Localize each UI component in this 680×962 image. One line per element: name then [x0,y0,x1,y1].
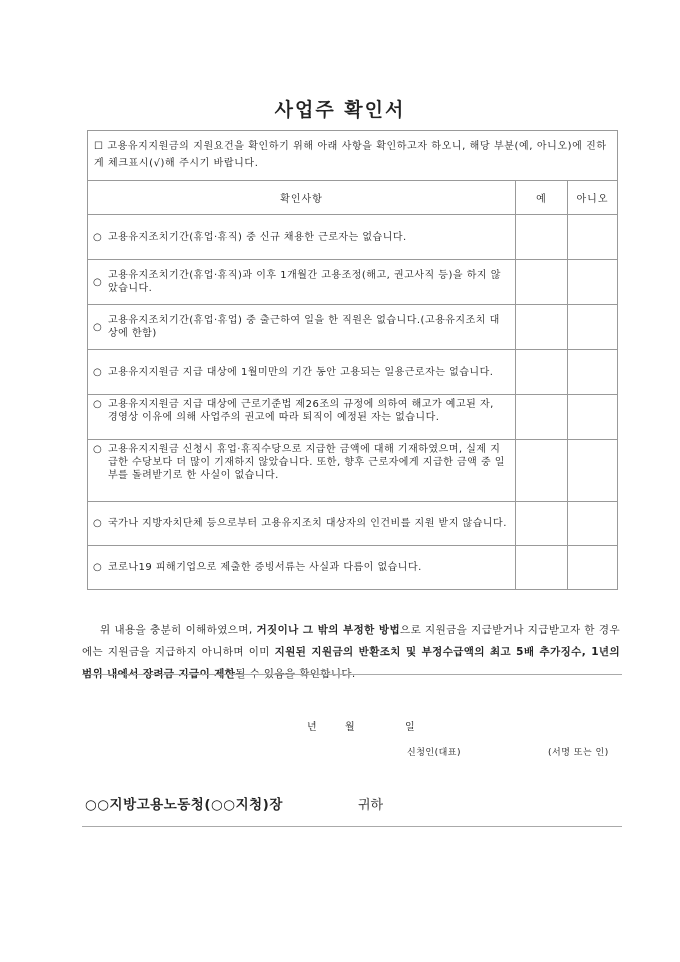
yes-cell[interactable] [516,395,568,439]
no-cell[interactable] [568,305,617,349]
row-text: 고용유지조치기간(휴업·휴직)과 이후 1개월간 고용조정(해고, 권고사직 등)을 하지 않았습니다. [108,270,501,294]
row-text: 고용유지조치기간(휴업·휴직) 중 신규 채용한 근로자는 없습니다. [108,231,407,243]
no-cell[interactable] [568,395,617,439]
circle-bullet-icon: ○ [93,444,103,455]
date-day-label: 일 [405,722,415,733]
row-text: 고용유지지원금 지급 대상에 근로기준법 제26조의 규정에 의하여 해고가 예고된 자, 경영상 이유에 의해 사업주의 권고에 따라 퇴직이 예정된 자는 없습니다. [108,399,494,423]
pledge-text: 으로 지원금을 지급받거나 지급받고자 한 경우에는 지원금을 지급하지 아니하며 이미 [82,624,620,658]
pledge-emphasis: 지원된 지원금의 반환조치 및 부정수급액의 최고 5배 추가징수, 1년의 범위 내에서 장려금 지급이 제한 [82,646,620,680]
table-row [88,546,617,589]
table-row [88,260,617,305]
circle-bullet-icon: ○ [93,366,103,378]
table-row [88,350,617,395]
no-cell[interactable] [568,215,617,259]
circle-bullet-icon: ○ [93,276,103,288]
yes-cell[interactable] [516,440,568,501]
document-title: 사업주 확인서 [274,99,406,121]
signature-field[interactable]: (서명 또는 인) [548,748,609,758]
no-cell[interactable] [568,260,617,304]
table-row [88,215,617,260]
circle-bullet-icon: ○ [93,399,103,410]
recipient-suffix: 귀하 [358,798,384,813]
row-text: 고용유지지원금 신청시 휴업·휴직수당으로 지급한 금액에 대해 기재하였으며, 실제 지급한 수당보다 더 많이 기재하지 않았습니다. 또한, 향후 근로자에게 지급한 금액 중 일부를 돌려받기로 한 사실이 없습니다. [108,444,505,481]
yes-cell[interactable] [516,260,568,304]
row-text: 국가나 지방자치단체 등으로부터 고용유지조치 대상자의 인건비를 지원 받지 않습니다. [108,518,507,529]
table-row [88,440,617,502]
no-cell[interactable] [568,546,617,589]
row-text: 고용유지지원금 지급 대상에 1월미만의 기간 동안 고용되는 일용근로자는 없습니다. [108,366,494,378]
recipient-office: ○○지방고용노동청(○○지청)장 [85,797,283,813]
table-row [88,395,617,440]
pledge-emphasis: 거짓이나 그 밖의 부정한 방법 [256,624,401,636]
circle-bullet-icon: ○ [93,518,103,529]
instruction-text: 고용유지지원금의 지원요건을 확인하기 위해 아래 사항을 확인하고자 하오니, 해당 부분(예, 아니오)에 진하게 체크표시(√)해 주시기 바랍니다. [94,141,607,169]
instruction-box [88,131,617,181]
checkbox-icon[interactable]: ☐ [94,141,104,152]
circle-bullet-icon: ○ [93,321,103,333]
circle-bullet-icon: ○ [93,231,103,243]
pledge-text: 위 내용을 충분히 이해하였으며, [100,624,257,636]
no-cell[interactable] [568,502,617,545]
header-item: 확인사항 [88,181,516,215]
divider [82,674,622,675]
applicant-label: 신청인(대표) [407,748,461,758]
pledge-paragraph [82,619,620,685]
date-month-label: 월 [345,722,355,733]
yes-cell[interactable] [516,350,568,394]
row-text: 코로나19 피해기업으로 제출한 증빙서류는 사실과 다름이 없습니다. [108,562,422,573]
pledge-text: 될 수 있음을 확인합니다. [235,668,356,680]
row-text: 고용유지조치기간(휴업·휴업) 중 출근하여 일을 한 직원은 없습니다.(고용유지조치 대상에 한함) [108,315,500,339]
header-yes: 예 [516,181,568,215]
confirmation-form [87,130,618,590]
yes-cell[interactable] [516,305,568,349]
table-row [88,502,617,546]
no-cell[interactable] [568,440,617,501]
date-year-label: 년 [307,722,317,733]
yes-cell[interactable] [516,546,568,589]
yes-cell[interactable] [516,215,568,259]
table-row [88,305,617,350]
circle-bullet-icon: ○ [93,562,103,573]
yes-cell[interactable] [516,502,568,545]
header-no: 아니오 [568,181,617,215]
divider [82,826,622,827]
no-cell[interactable] [568,350,617,394]
